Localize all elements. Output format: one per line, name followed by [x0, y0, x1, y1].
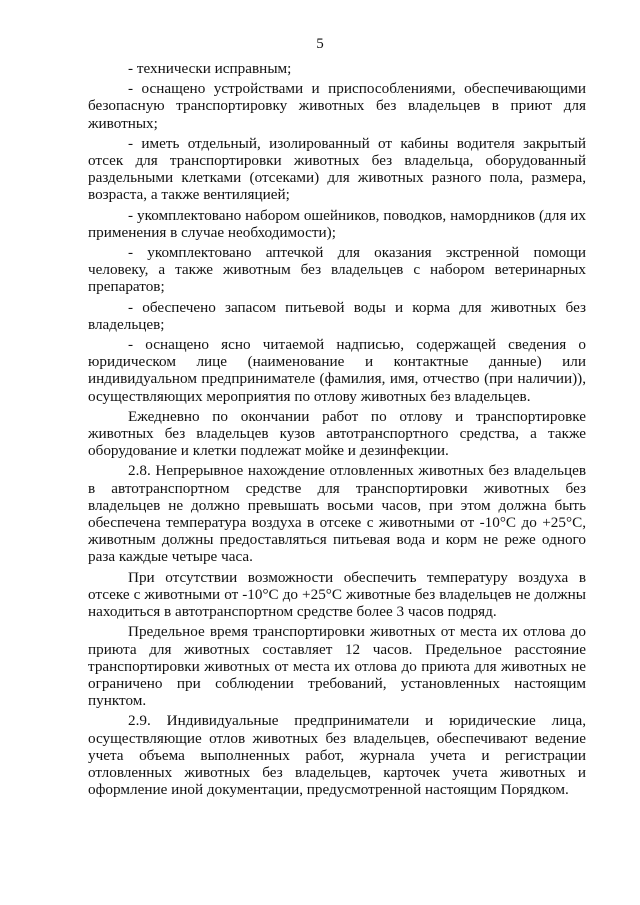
page-number: 5	[316, 36, 324, 52]
list-item-technically-sound: - технически исправным;	[128, 60, 292, 77]
paragraph-transport-time: Предельное время транспортировки животных от места их отлова до приюта для животных составляет 12 часов. Предельное расстояние транспортировки животных от места их отлова до приюта для животных не ограничено при соблюдении требований, установленных настоящим пунктом.	[88, 623, 586, 710]
paragraph-temperature-limit: При отсутствии возможности обеспечить температуру воздуха в отсеке с животными от -10°С до +25°С животные без владельцев не должны находиться в автотранспортном средстве более 3 часов подряд.	[88, 568, 586, 621]
list-item-first-aid-kit: - укомплектовано аптечкой для оказания экстренной помощи человеку, а также животным без владельцев с набором ветеринарных препаратов;	[88, 244, 586, 296]
document-body	[88, 60, 586, 798]
paragraph-daily-disinfection: Ежедневно по окончании работ по отлову и транспортировке животных без владельцев кузов автотранспортного средства, а также оборудование и клетки подлежат мойке и дезинфекции.	[88, 407, 586, 460]
list-item-readable-inscription: - оснащено ясно читаемой надписью, содержащей сведения о юридическом лице (наименование и контактные данные) или индивидуальном предпринимателе (фамилия, имя, отчество (при наличии)), осуществляющих мероприятия по отлову животных без владельцев.	[88, 336, 586, 405]
list-item-separate-compartment: - иметь отдельный, изолированный от кабины водителя закрытый отсек для транспортировки животных без владельца, оборудованный раздельными клетками (отсеками) для животных разного пола, размера, возраста, а также вентиляцией;	[88, 134, 586, 204]
list-item-collars-leashes: - укомплектовано набором ошейников, поводков, намордников (для их применения в случае необходимости);	[88, 206, 586, 241]
list-item-water-food: - обеспечено запасом питьевой воды и корма для животных без владельцев;	[88, 298, 586, 333]
list-item-equipped-devices: - оснащено устройствами и приспособлениями, обеспечивающими безопасную транспортировку животных без владельцев в приют для животных;	[88, 80, 586, 132]
paragraph-section-2-9: 2.9. Индивидуальные предприниматели и юридические лица, осуществляющие отлов животных без владельцев, обеспечивают ведение учета объема выполненных работ, журнала учета и регистрации отловленных животных без владельцев, карточек учета животных и оформление иной документации, предусмотренной настоящим Порядком.	[88, 712, 586, 799]
paragraph-section-2-8: 2.8. Непрерывное нахождение отловленных животных без владельцев в автотранспортном средстве для транспортировки животных без владельцев не должно превышать восьми часов, при этом должна быть обеспечена температура воздуха в отсеке с животными от -10°С до +25°С, животным должны предоставляться питьевая вода и корм не реже одного раза каждые четыре часа.	[88, 462, 586, 566]
